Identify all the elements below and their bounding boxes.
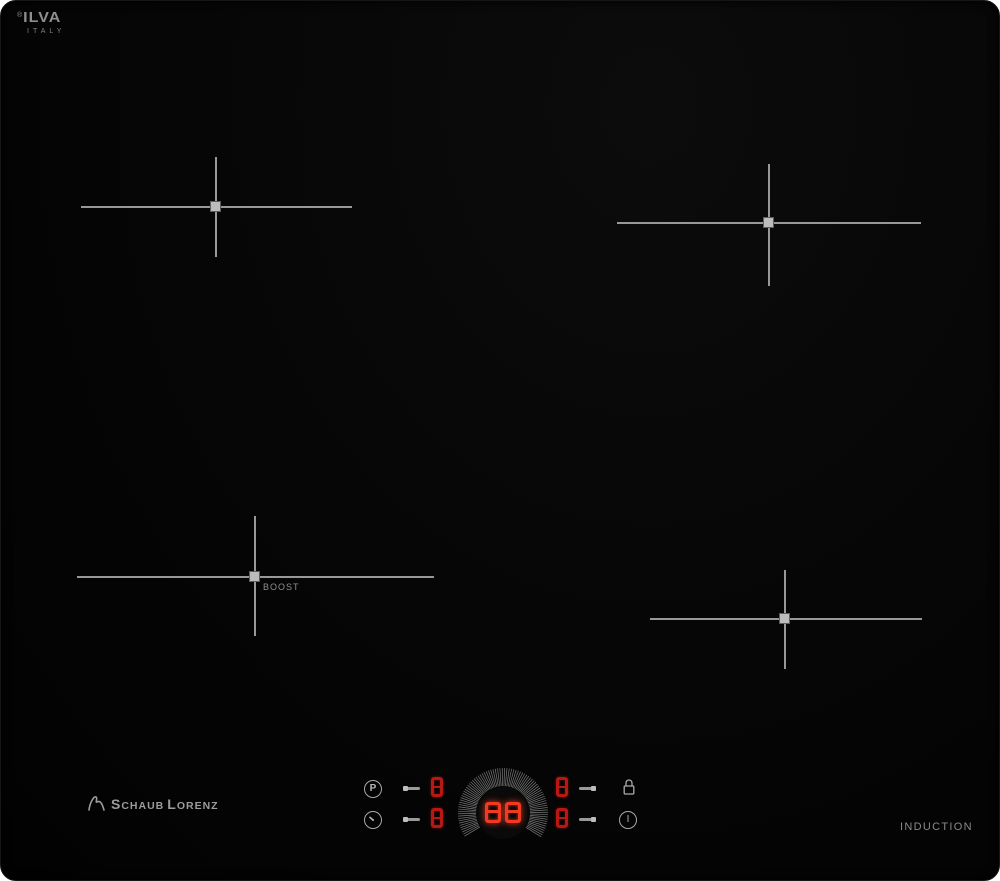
zone-pointer-dash-right-bottom: [579, 818, 595, 821]
seven-segment-digit: [485, 802, 501, 823]
zone-pointer-dash-left-top: [404, 787, 420, 790]
brand-word-initial: S: [111, 796, 122, 812]
child-lock-button[interactable]: [621, 778, 637, 796]
zone-center-square: [763, 217, 774, 228]
boost-power-button[interactable]: [364, 780, 382, 798]
power-on-off-button[interactable]: [619, 811, 637, 829]
timer-dial-button[interactable]: [364, 811, 382, 829]
schaub-lorenz-mark-icon: [87, 793, 107, 812]
zone-center-square: [249, 571, 260, 582]
zone-power-display-left-top: [431, 777, 443, 797]
ilva-logo-subtext: ITALY: [27, 28, 66, 35]
brand-word-rest: ORENZ: [176, 799, 219, 812]
timer-dial-icon: [367, 814, 379, 826]
zone-power-display-left-bottom: [431, 808, 443, 828]
power-button-label: I: [626, 814, 630, 825]
brand-word-rest: CHAUB: [121, 799, 165, 812]
boost-zone-label: BOOST: [263, 582, 300, 592]
schaub-lorenz-logo: [87, 793, 219, 812]
seven-segment-digit: [505, 802, 521, 823]
induction-type-label: INDUCTION: [900, 821, 973, 833]
registered-mark: ®: [17, 12, 23, 19]
zone-center-square: [210, 201, 221, 212]
zone-center-square: [779, 613, 790, 624]
zone-pointer-dash-left-bottom: [404, 818, 420, 821]
zone-power-display-right-bottom: [556, 808, 568, 828]
ilva-logo: [17, 10, 65, 35]
lock-icon: [621, 778, 637, 796]
boost-button-label: P: [369, 783, 377, 794]
brand-word-initial: L: [167, 796, 177, 812]
zone-power-display-right-top: [556, 777, 568, 797]
zone-pointer-dash-right-top: [579, 787, 595, 790]
main-power-display: [485, 802, 521, 823]
ilva-logo-text: ILVA: [23, 9, 62, 26]
